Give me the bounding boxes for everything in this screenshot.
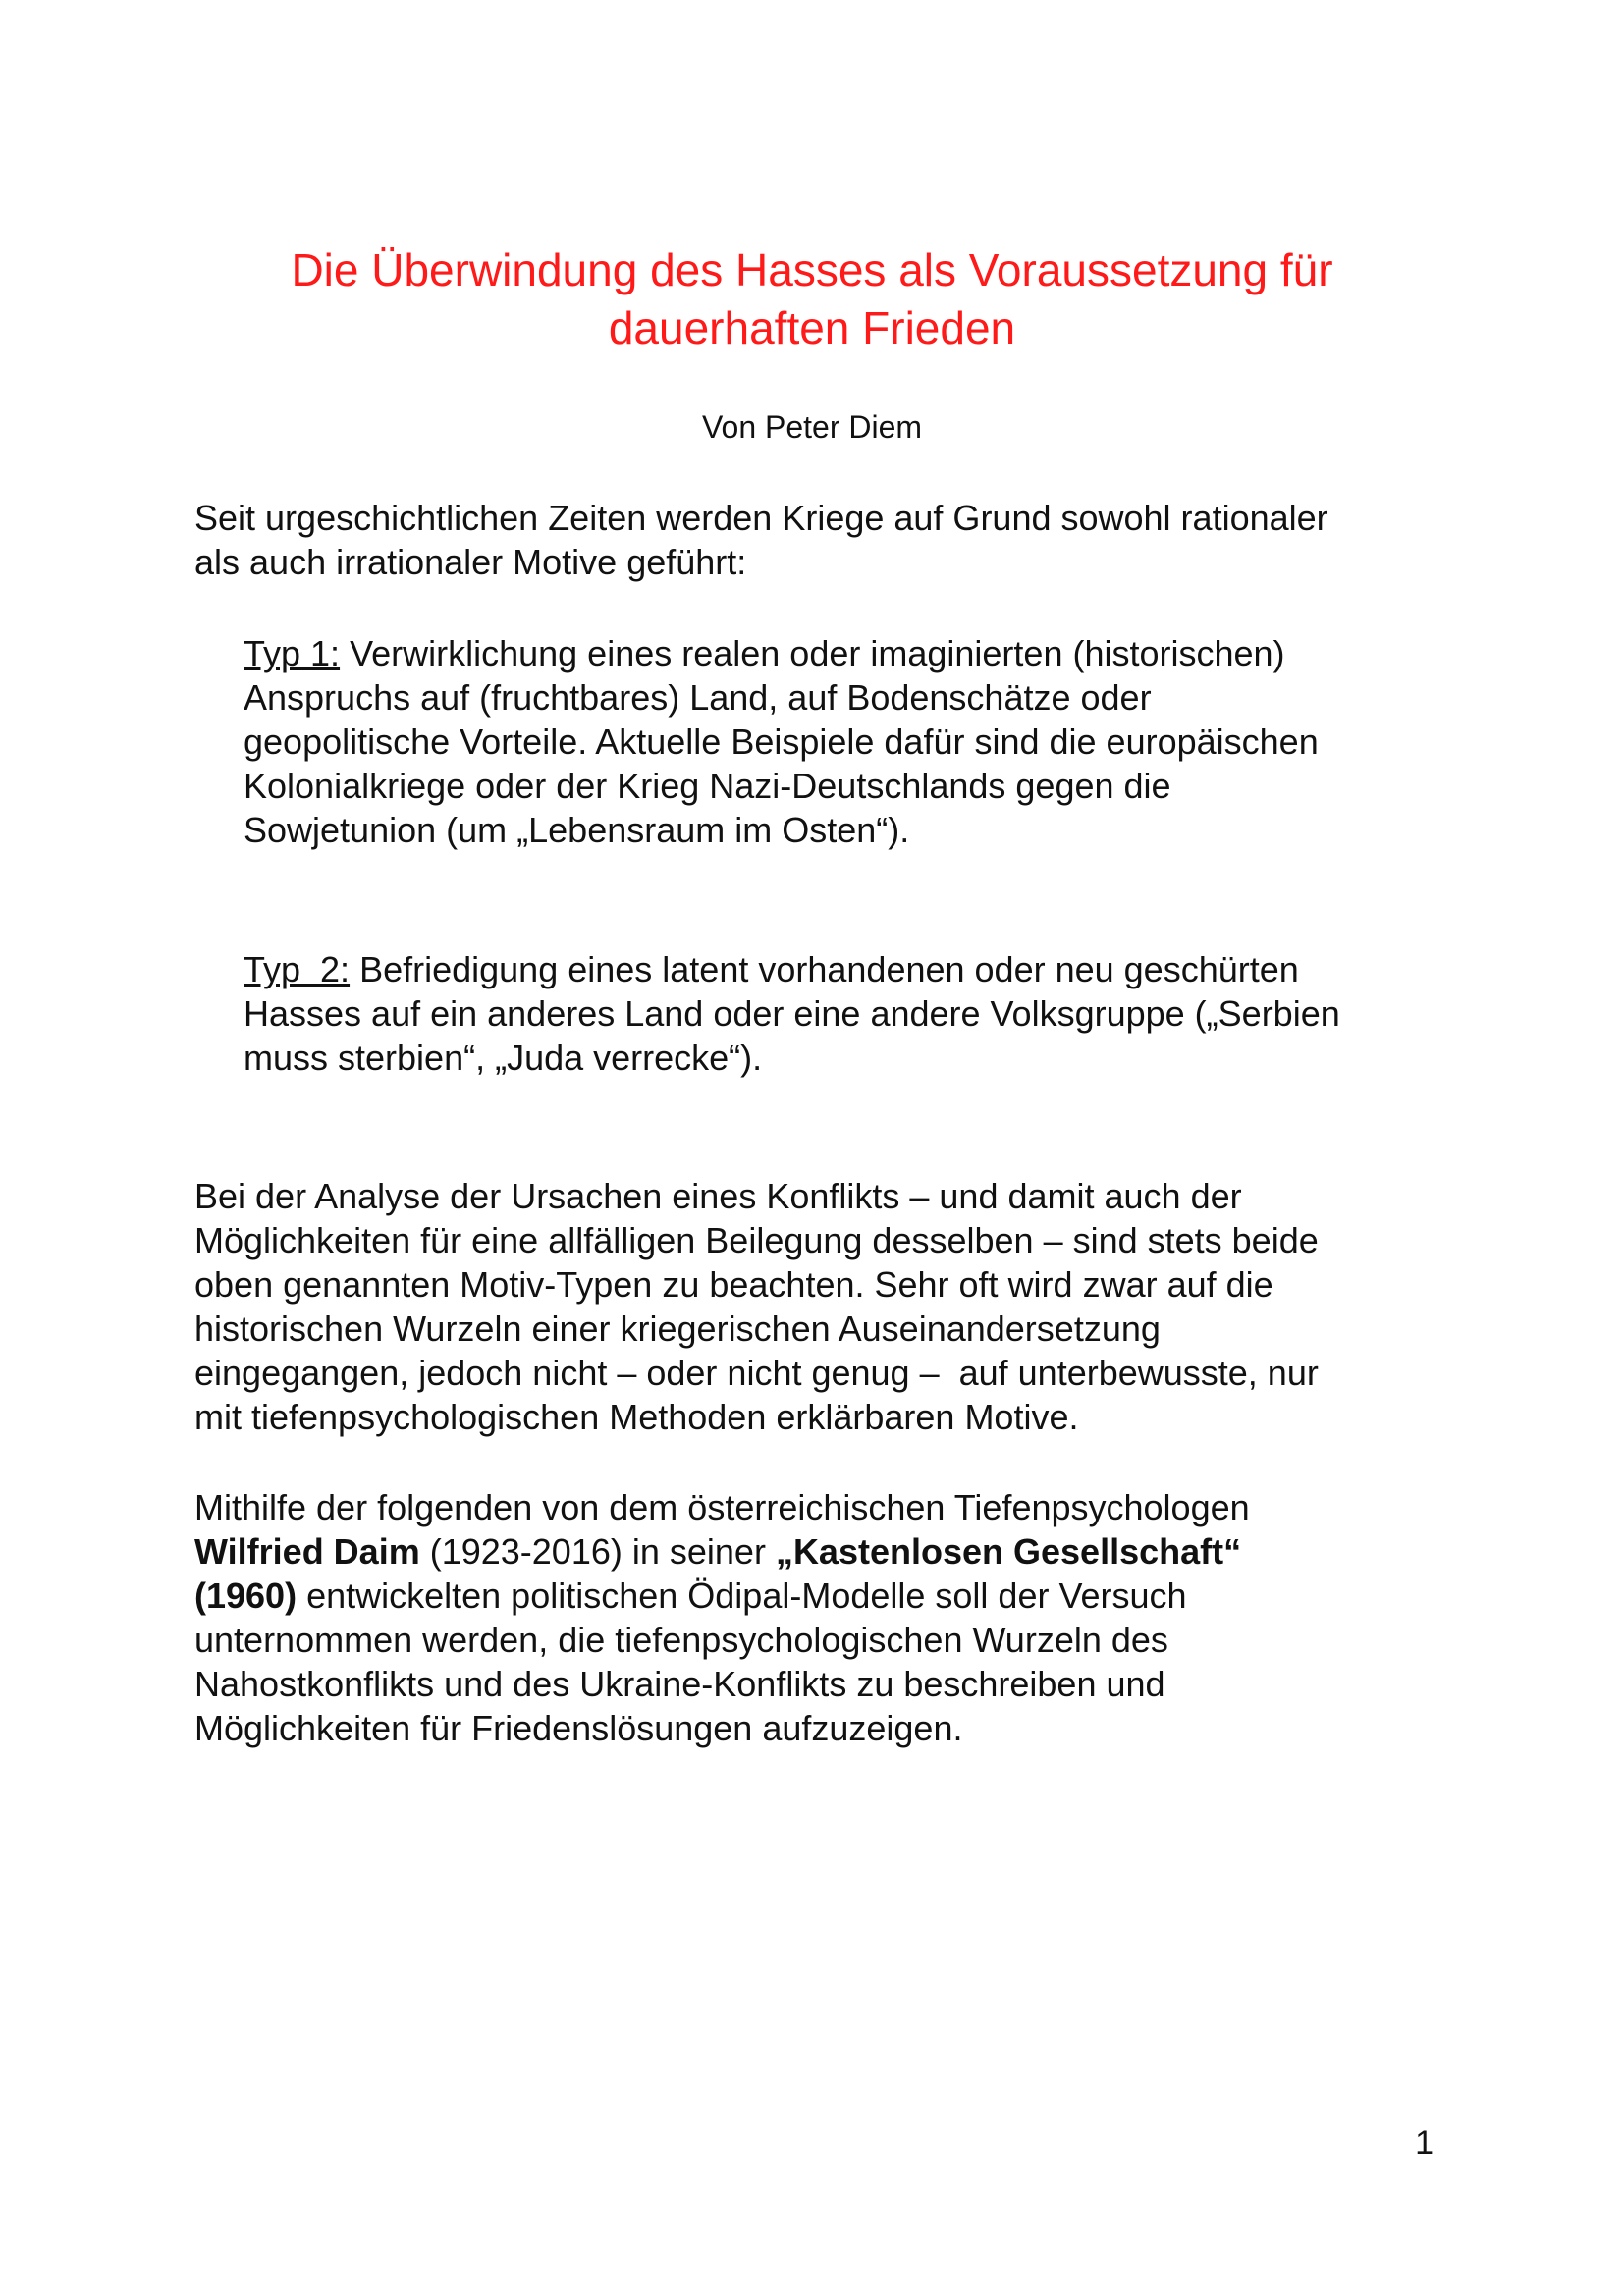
analysis-line: mit tiefenpsychologischen Methoden erklärbaren Motive. (194, 1397, 1079, 1437)
document-title (177, 241, 1447, 357)
daim-years: (1923-2016) in seiner (419, 1531, 776, 1572)
type-1-line: Kolonialkriege oder der Krieg Nazi-Deutschlands gegen die (244, 766, 1171, 806)
intro-paragraph (194, 496, 1471, 584)
daim-line: entwickelten politischen Ödipal-Modelle soll der Versuch (297, 1575, 1187, 1616)
author-name-daim: Wilfried Daim (194, 1531, 420, 1572)
daim-paragraph (194, 1485, 1471, 1750)
analysis-line: Bei der Analyse der Ursachen eines Konflikts – und damit auch der (194, 1176, 1242, 1216)
intro-line: Seit urgeschichtlichen Zeiten werden Kriege auf Grund sowohl rationaler (194, 498, 1328, 538)
type-1-line: geopolitische Vorteile. Aktuelle Beispiele dafür sind die europäischen (244, 721, 1319, 762)
daim-line: Nahostkonflikts und des Ukraine-Konflikts zu beschreiben und (194, 1664, 1165, 1704)
intro-line: als auch irrationaler Motive geführt: (194, 542, 747, 582)
type-1-line: Anspruchs auf (fruchtbares) Land, auf Bodenschätze oder (244, 677, 1152, 718)
type-1-line: Verwirklichung eines realen oder imaginierten (historischen) (340, 633, 1285, 673)
author-byline: Von Peter Diem (701, 409, 923, 445)
type-1-label: Typ 1: (244, 633, 341, 673)
page-number: 1 (1415, 2124, 1434, 2162)
type-1-line: Sowjetunion (um „Lebensraum im Osten“). (244, 810, 910, 850)
daim-line: Mithilfe der folgenden von dem österreichischen Tiefenpsychologen (194, 1487, 1250, 1527)
analysis-paragraph (194, 1174, 1471, 1439)
book-title: „Kastenlosen Gesellschaft“ (775, 1531, 1242, 1572)
daim-line: Möglichkeiten für Friedenslösungen aufzuzeigen. (194, 1708, 963, 1748)
title-line-2: dauerhaften Frieden (608, 302, 1016, 353)
analysis-line: oben genannten Motiv-Typen zu beachten. Sehr oft wird zwar auf die (194, 1264, 1273, 1305)
type-2-line: muss sterbien“, „Juda verrecke“). (244, 1038, 763, 1078)
type-1-paragraph (244, 631, 1471, 852)
type-2-paragraph (244, 947, 1471, 1080)
type-2-line: Befriedigung eines latent vorhandenen oder neu geschürten (350, 949, 1299, 989)
analysis-line: historischen Wurzeln einer kriegerischen Auseinandersetzung (194, 1308, 1161, 1349)
analysis-line: eingegangen, jedoch nicht – oder nicht genug – auf unterbewusste, nur (194, 1353, 1319, 1393)
title-line-1: Die Überwindung des Hasses als Voraussetzung für (291, 244, 1333, 295)
analysis-line: Möglichkeiten für eine allfälligen Beilegung desselben – sind stets beide (194, 1220, 1319, 1260)
book-year: (1960) (194, 1575, 298, 1616)
type-2-label: Typ 2: (244, 949, 351, 989)
daim-line: unternommen werden, die tiefenpsychologischen Wurzeln des (194, 1620, 1168, 1660)
type-2-line: Hasses auf ein anderes Land oder eine andere Volksgruppe („Serbien (244, 993, 1340, 1034)
